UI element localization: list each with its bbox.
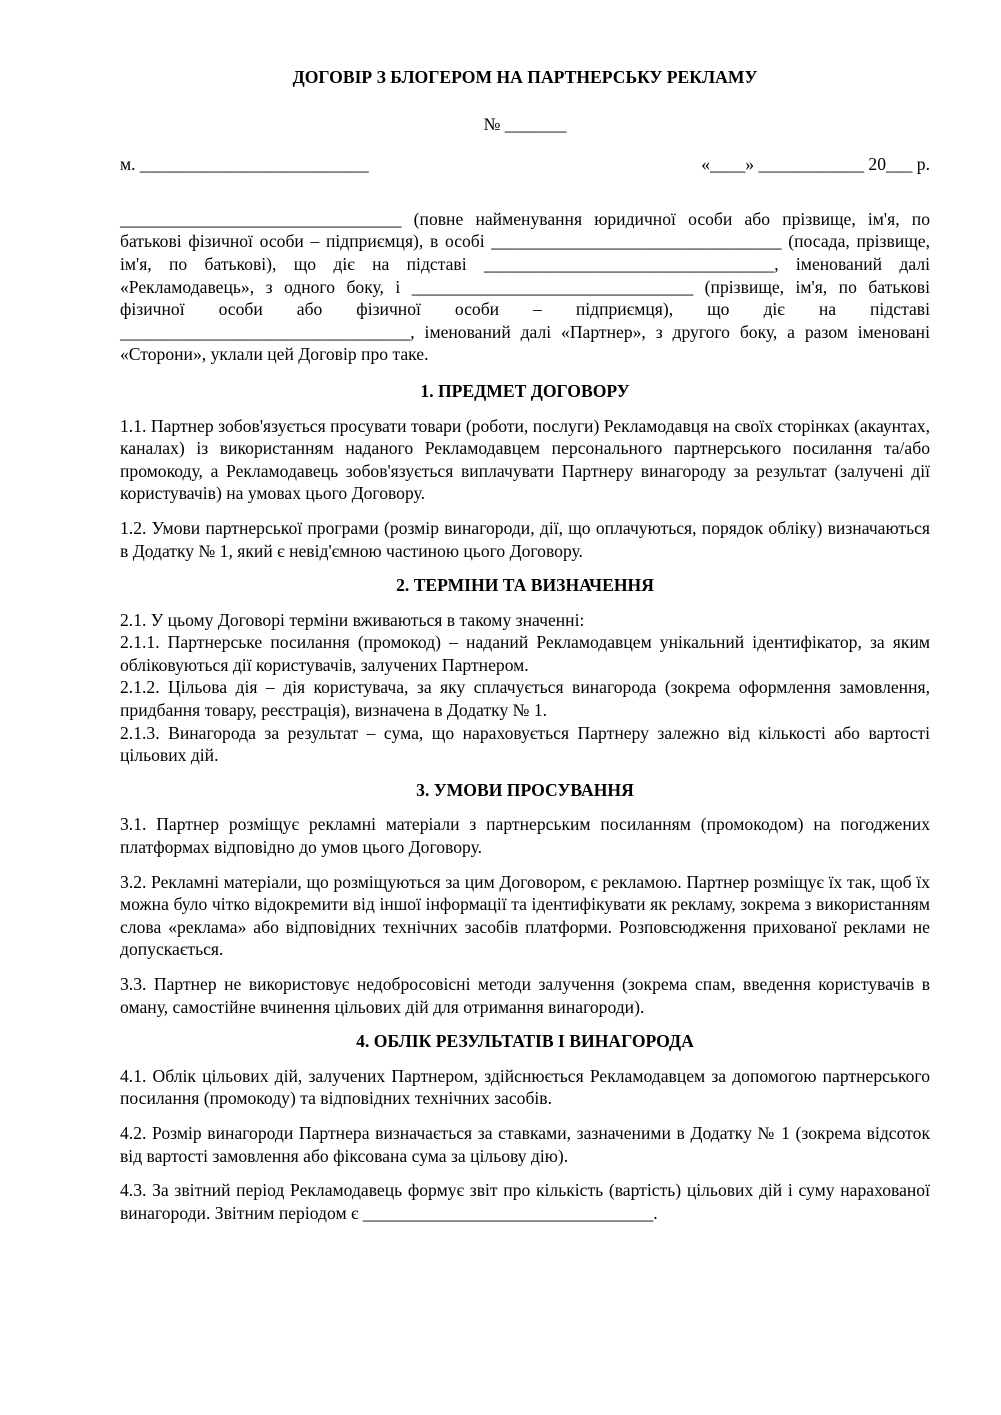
clause-1-1: 1.1. Партнер зобов'язується просувати товари (роботи, послуги) Рекламодавця на своїх сторінках (акаунтах, каналах) із використанням наданого Рекламодавцем персонального партнерського посилання та/або промокоду, а Рекламодавець зобов'язується виплачувати Партнеру винагороду за результат (залучені дії користувачів) на умовах цього Договору. xyxy=(120,415,930,504)
clause-2-1-2: 2.1.2. Цільова дія – дія користувача, за яку сплачується винагорода (зокрема оформлення замовлення, придбання товару, реєстрація), визначена в Додатку № 1. xyxy=(120,677,930,721)
clause-3-3: 3.3. Партнер не використовує недобросовісні методи залучення (зокрема спам, введення користувачів в оману, самостійне вчинення цільових дій для отримання винагороди). xyxy=(120,974,930,1017)
section-heading: 4. ОБЛІК РЕЗУЛЬТАТІВ І ВИНАГОРОДА xyxy=(356,1031,694,1052)
clause-2-1: 2.1. У цьому Договорі терміни вживаються в такому значенні: xyxy=(120,609,585,630)
definitions-block xyxy=(120,609,930,767)
clause-4-3: 4.3. За звітний період Рекламодавець формує звіт про кількість (вартість) цільових дій і суму нарахованої винагороди. Звітним періодом є _________________________________. xyxy=(120,1180,930,1223)
clause-1-2: 1.2. Умови партнерської програми (розмір винагороди, дії, що оплачуються, порядок обліку) визначаються в Додатку № 1, який є невід'ємною частиною цього Договору. xyxy=(120,517,930,561)
section-heading: 1. ПРЕДМЕТ ДОГОВОРУ xyxy=(420,380,630,401)
document-title: ДОГОВІР З БЛОГЕРОМ НА ПАРТНЕРСЬКУ РЕКЛАМУ xyxy=(292,67,758,87)
section-heading: 2. ТЕРМІНИ ТА ВИЗНАЧЕННЯ xyxy=(396,575,654,596)
clause-2-1-3: 2.1.3. Винагорода за результат – сума, що нараховується Партнеру залежно від кількості або вартості цільових дій. xyxy=(120,722,930,766)
clause-2-1-1: 2.1.1. Партнерське посилання (промокод) – наданий Рекламодавцем унікальний ідентифікатор, за яким обліковуються дії користувачів, залучених Партнером. xyxy=(120,632,930,675)
clause-4-1: 4.1. Облік цільових дій, залучених Партнером, здійснюється Рекламодавцем за допомогою партнерського посилання (промокоду) та відповідних технічних засобів. xyxy=(120,1065,930,1109)
section-heading: 3. УМОВИ ПРОСУВАННЯ xyxy=(416,779,634,800)
place-date-line xyxy=(120,153,930,176)
clause-3-1: 3.1. Партнер розміщує рекламні матеріали з партнерським посиланням (промокодом) на погоджених платформах відповідно до умов цього Договору. xyxy=(120,814,930,858)
preamble: ________________________________ (повне найменування юридичної особи або прізвище, ім'я, по батькові фізичної особи – підприємця), в особі _________________________________ (посада, прізвище, ім'я, по батькові), що діє на підставі _________________________________, іменований далі «Рекламодавець», з одного боку, і ________________________________ (прізвище, ім'я, по батькові фізичної особи або фізичної особи – підприємця), що діє на підставі _________________________________, іменований далі «Партнер», з другого боку, а разом іменовані «Сторони», уклали цей Договір про таке. xyxy=(120,208,930,365)
city-field: м. __________________________ xyxy=(120,154,369,175)
date-field: «____» ____________ 20___ р. xyxy=(701,154,930,175)
clause-4-2: 4.2. Розмір винагороди Партнера визначається за ставками, зазначеними в Додатку № 1 (зокрема відсоток від вартості замовлення або фіксована сума за цільову дію). xyxy=(120,1122,930,1166)
contract-number: № _______ xyxy=(483,113,567,134)
clause-3-2: 3.2. Рекламні матеріали, що розміщуються за цим Договором, є рекламою. Партнер розміщує їх так, щоб їх можна було чітко відокремити від іншої інформації та ідентифікувати як рекламу, зокрема з використанням слова «реклама» або відповідних технічних засобів платформи. Розповсюдження прихованої реклами не допускається. xyxy=(120,871,930,960)
